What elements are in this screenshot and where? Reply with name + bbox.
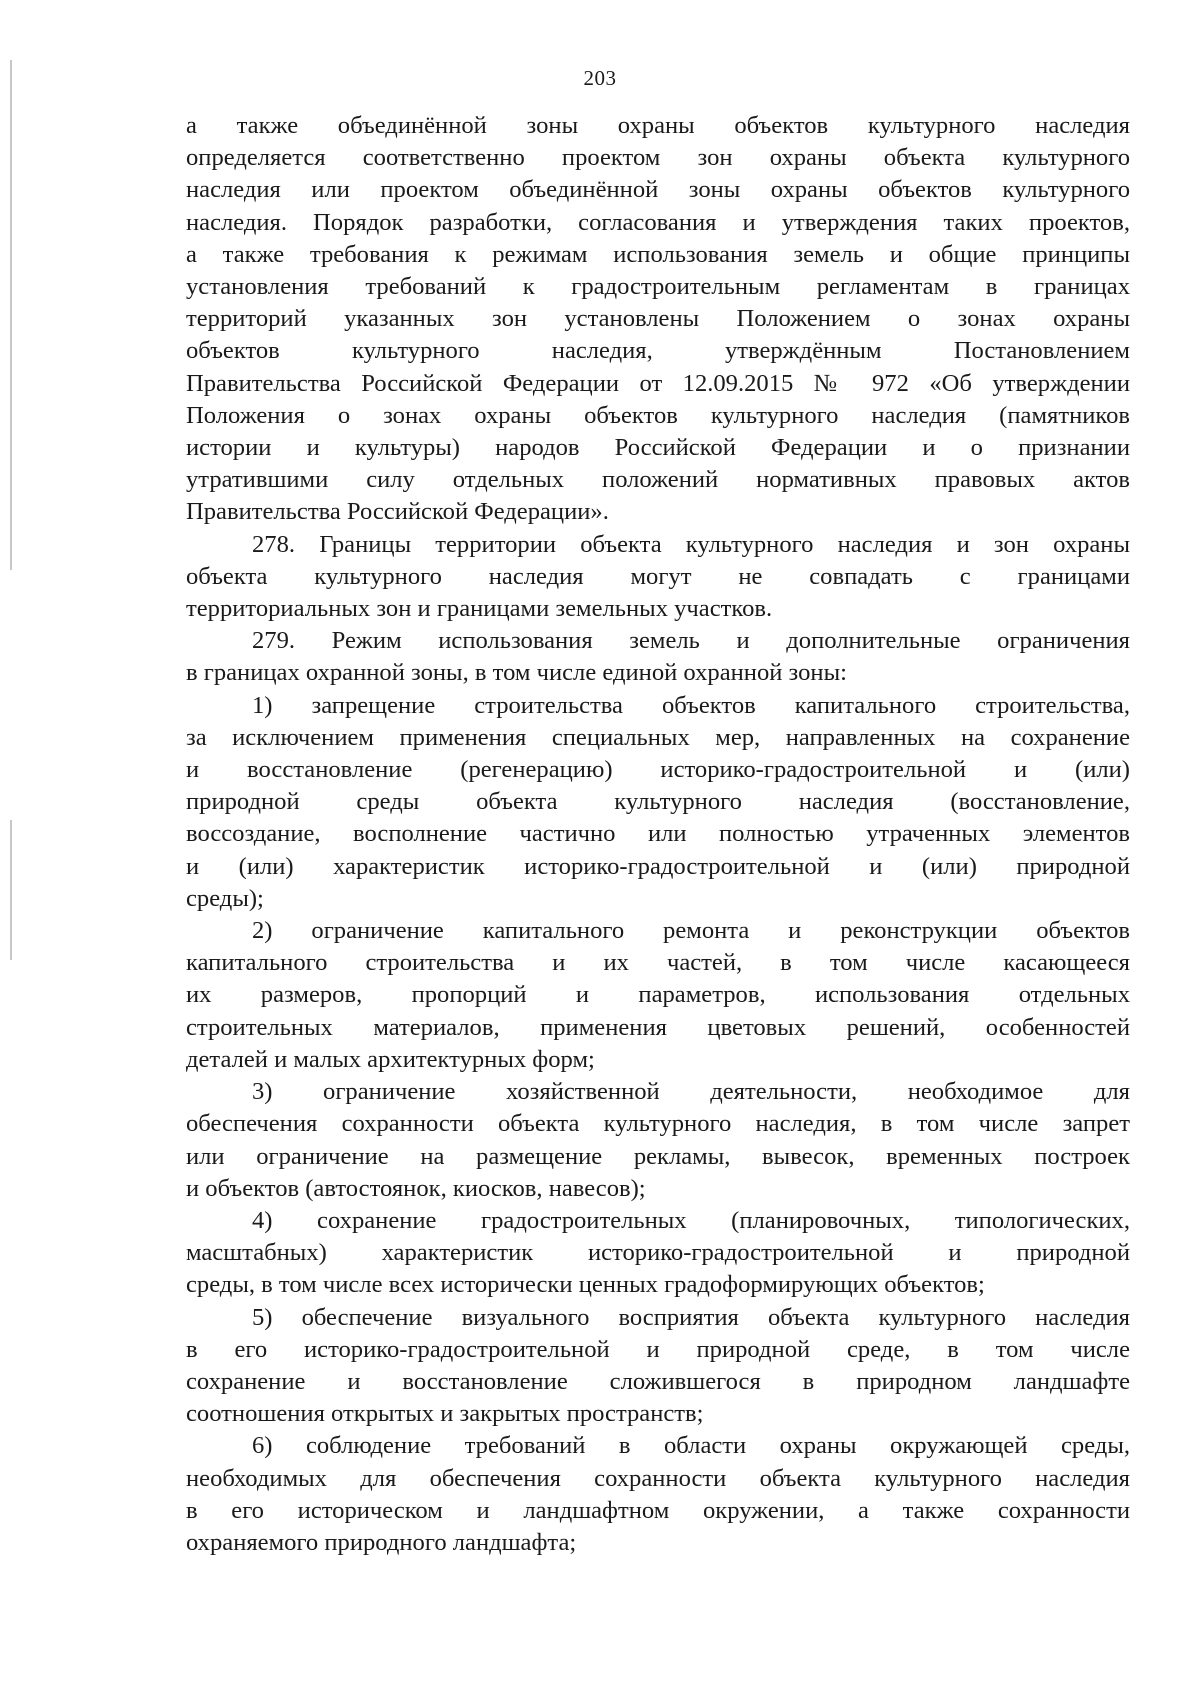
text-line: наследия. Порядок разработки, согласования и утверждения таких проектов, — [186, 208, 1130, 236]
text-line: и восстановление (регенерацию) историко-градостроительной и (или) — [186, 756, 1130, 784]
paragraph-278 — [186, 529, 1130, 626]
text-line: 5) обеспечение визуального восприятия объекта культурного наследия — [252, 1303, 1130, 1331]
list-item-4 — [186, 1205, 1130, 1302]
text-line: определяется соответственно проектом зон охраны объекта культурного — [186, 144, 1130, 172]
text-line: территориальных зон и границами земельных участков. — [186, 595, 773, 623]
paragraph-continuation — [186, 110, 1130, 529]
text-line: установления требований к градостроительным регламентам в границах — [186, 273, 1130, 301]
text-line: территорий указанных зон установлены Положением о зонах охраны — [186, 305, 1130, 333]
text-line: Правительства Российской Федерации». — [186, 498, 609, 526]
page-number: 203 — [583, 66, 617, 90]
text-line: Правительства Российской Федерации от 12.09.2015 № 972 «Об утверждении — [186, 369, 1130, 397]
text-line: масштабных) характеристик историко-градостроительной и природной — [186, 1239, 1130, 1267]
text-line: 6) соблюдение требований в области охраны окружающей среды, — [252, 1432, 1130, 1460]
scan-edge-mark — [10, 820, 12, 960]
text-line: и (или) характеристик историко-градостроительной и (или) природной — [186, 852, 1130, 880]
text-line: среды); — [186, 884, 264, 912]
text-line: 3) ограничение хозяйственной деятельности, необходимое для — [252, 1078, 1130, 1106]
text-line: 4) сохранение градостроительных (планировочных, типологических, — [252, 1206, 1130, 1234]
text-line: в его историко-градостроительной и природной среде, в том числе — [186, 1335, 1130, 1363]
text-line: в границах охранной зоны, в том числе единой охранной зоны: — [186, 659, 847, 687]
text-line: в его историческом и ландшафтном окружении, а также сохранности — [186, 1496, 1130, 1524]
text-line: строительных материалов, применения цветовых решений, особенностей — [186, 1013, 1130, 1041]
text-line: истории и культуры) народов Российской Федерации и о признании — [186, 434, 1130, 462]
text-line: сохранение и восстановление сложившегося в природном ландшафте — [186, 1367, 1130, 1395]
text-line: объектов культурного наследия, утверждённым Постановлением — [186, 337, 1130, 365]
text-line: их размеров, пропорций и параметров, использования отдельных — [186, 981, 1130, 1009]
text-line: или ограничение на размещение рекламы, вывесок, временных построек — [186, 1142, 1130, 1170]
text-line: объекта культурного наследия могут не совпадать с границами — [186, 562, 1130, 590]
text-line: а также требования к режимам использования земель и общие принципы — [186, 240, 1130, 268]
text-line: капитального строительства и их частей, в том числе касающееся — [186, 949, 1130, 977]
text-line: воссоздание, восполнение частично или полностью утраченных элементов — [186, 820, 1130, 848]
list-item-1 — [186, 690, 1130, 915]
text-line: деталей и малых архитектурных форм; — [186, 1045, 595, 1073]
text-line: необходимых для обеспечения сохранности объекта культурного наследия — [186, 1464, 1130, 1492]
text-line: природной среды объекта культурного наследия (восстановление, — [186, 788, 1130, 816]
text-line: охраняемого природного ландшафта; — [186, 1528, 577, 1556]
text-line: соотношения открытых и закрытых пространств; — [186, 1400, 704, 1428]
text-line: утратившими силу отдельных положений нормативных правовых актов — [186, 466, 1130, 494]
text-line: и объектов (автостоянок, киосков, навесов); — [186, 1174, 646, 1202]
list-item-6 — [186, 1430, 1130, 1559]
text-line: Положения о зонах охраны объектов культурного наследия (памятников — [186, 401, 1130, 429]
text-line: 279. Режим использования земель и дополнительные ограничения — [252, 627, 1130, 655]
text-line: 278. Границы территории объекта культурного наследия и зон охраны — [252, 530, 1130, 558]
list-item-3 — [186, 1076, 1130, 1205]
list-item-2 — [186, 915, 1130, 1076]
text-line: за исключением применения специальных мер, направленных на сохранение — [186, 723, 1130, 751]
text-line: 1) запрещение строительства объектов капитального строительства, — [252, 691, 1130, 719]
text-line: среды, в том числе всех исторически ценных градоформирующих объектов; — [186, 1271, 985, 1299]
text-line: наследия или проектом объединённой зоны охраны объектов культурного — [186, 176, 1130, 204]
scan-edge-mark — [10, 60, 12, 570]
paragraph-279 — [186, 625, 1130, 689]
text-line: а также объединённой зоны охраны объектов культурного наследия — [186, 112, 1130, 139]
text-line: обеспечения сохранности объекта культурного наследия, в том числе запрет — [186, 1110, 1130, 1138]
list-item-5 — [186, 1302, 1130, 1431]
document-body — [186, 110, 1130, 1559]
text-line: 2) ограничение капитального ремонта и реконструкции объектов — [252, 917, 1130, 945]
